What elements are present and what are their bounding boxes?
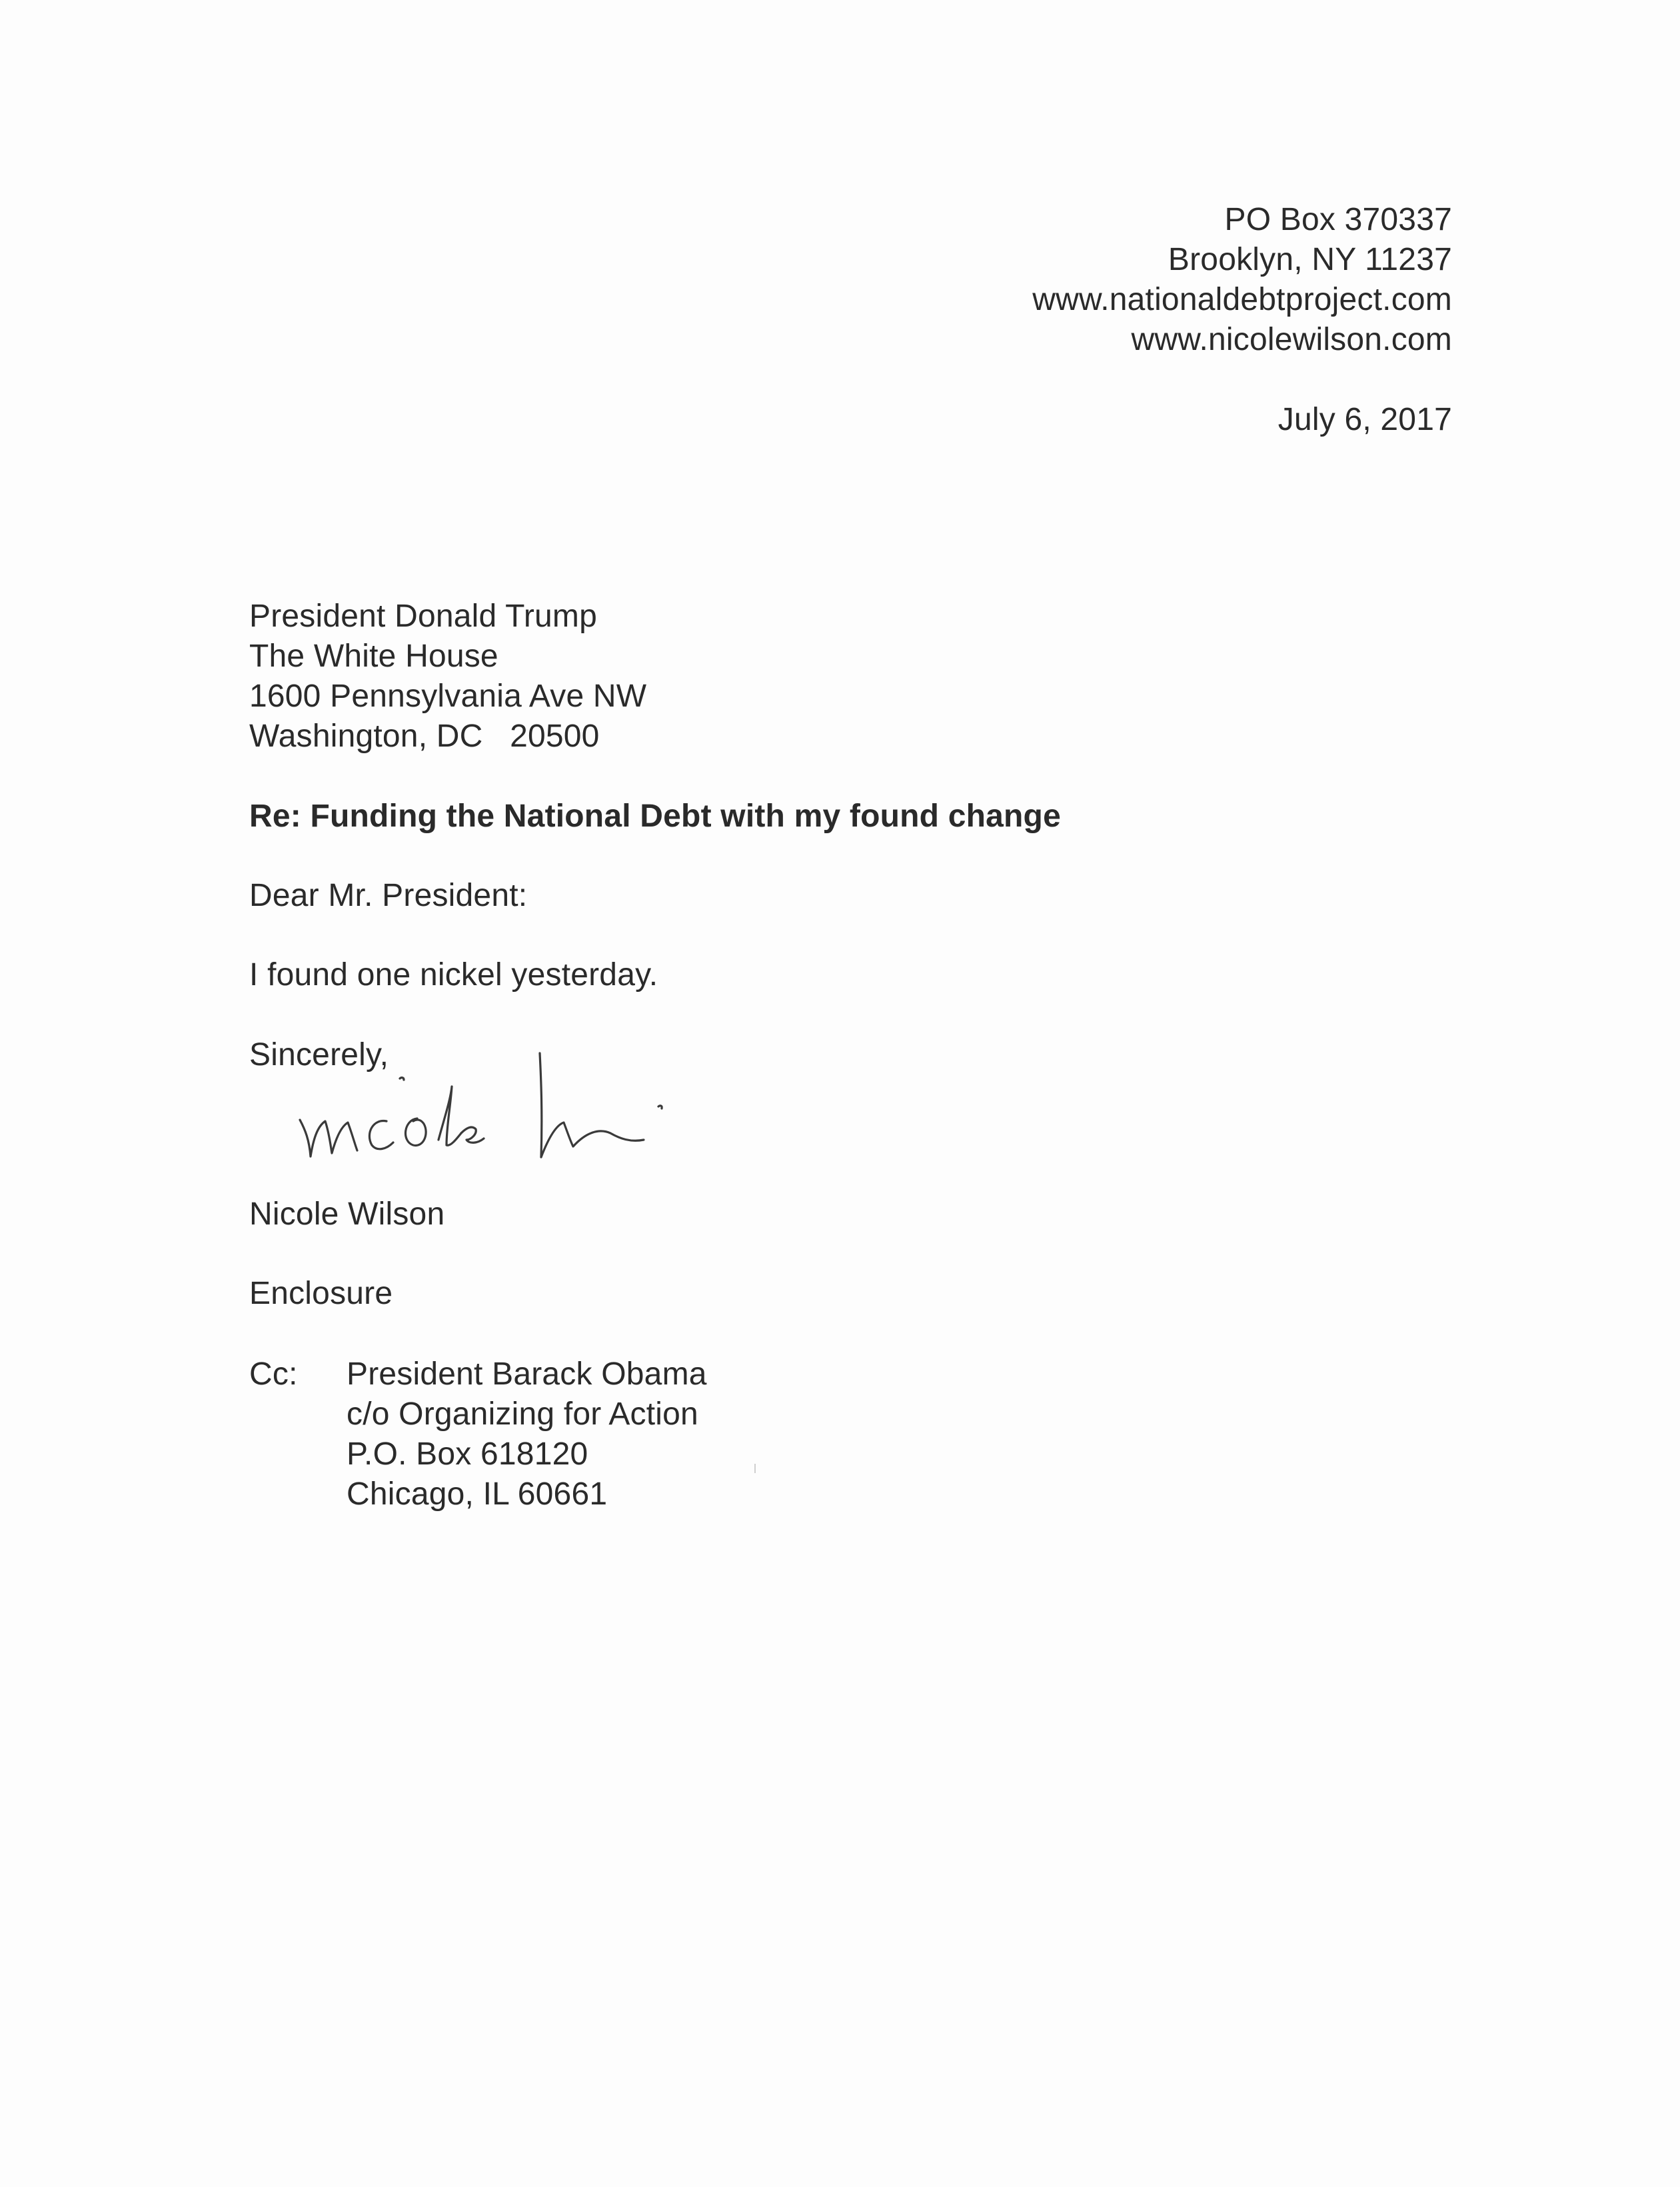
enclosure-note: Enclosure <box>249 1276 393 1311</box>
cc-address-line: c/o Organizing for Action <box>347 1396 698 1432</box>
cc-address-line: Chicago, IL 60661 <box>347 1476 608 1512</box>
sender-address-line: PO Box 370337 <box>1224 202 1452 237</box>
recipient-address-line: 1600 Pennsylvania Ave NW <box>249 679 647 714</box>
recipient-address-line: Washington, DC 20500 <box>249 719 600 754</box>
sender-website-link[interactable]: www.nicolewilson.com <box>1131 322 1452 357</box>
letter-date: July 6, 2017 <box>1277 402 1452 437</box>
closing: Sincerely, <box>249 1037 389 1073</box>
sender-address-line: Brooklyn, NY 11237 <box>1168 242 1452 277</box>
signer-name: Nicole Wilson <box>249 1196 445 1232</box>
sender-website-link[interactable]: www.nationaldebtproject.com <box>1032 282 1452 317</box>
sender-address <box>1032 200 1452 360</box>
letter-body: I found one nickel yesterday. <box>249 957 658 993</box>
salutation: Dear Mr. President: <box>249 878 528 913</box>
cc-address-line: President Barack Obama <box>347 1356 707 1392</box>
cc-address <box>347 1354 707 1514</box>
cc-label: Cc: <box>249 1356 298 1392</box>
recipient-address <box>249 597 646 757</box>
subject-line: Re: Funding the National Debt with my found change <box>249 799 1061 834</box>
recipient-address-line: The White House <box>249 639 498 674</box>
handwritten-signature <box>287 1040 713 1180</box>
cc-address-line: P.O. Box 618120 <box>347 1436 588 1472</box>
scan-speck <box>754 1464 756 1473</box>
recipient-address-line: President Donald Trump <box>249 599 597 634</box>
